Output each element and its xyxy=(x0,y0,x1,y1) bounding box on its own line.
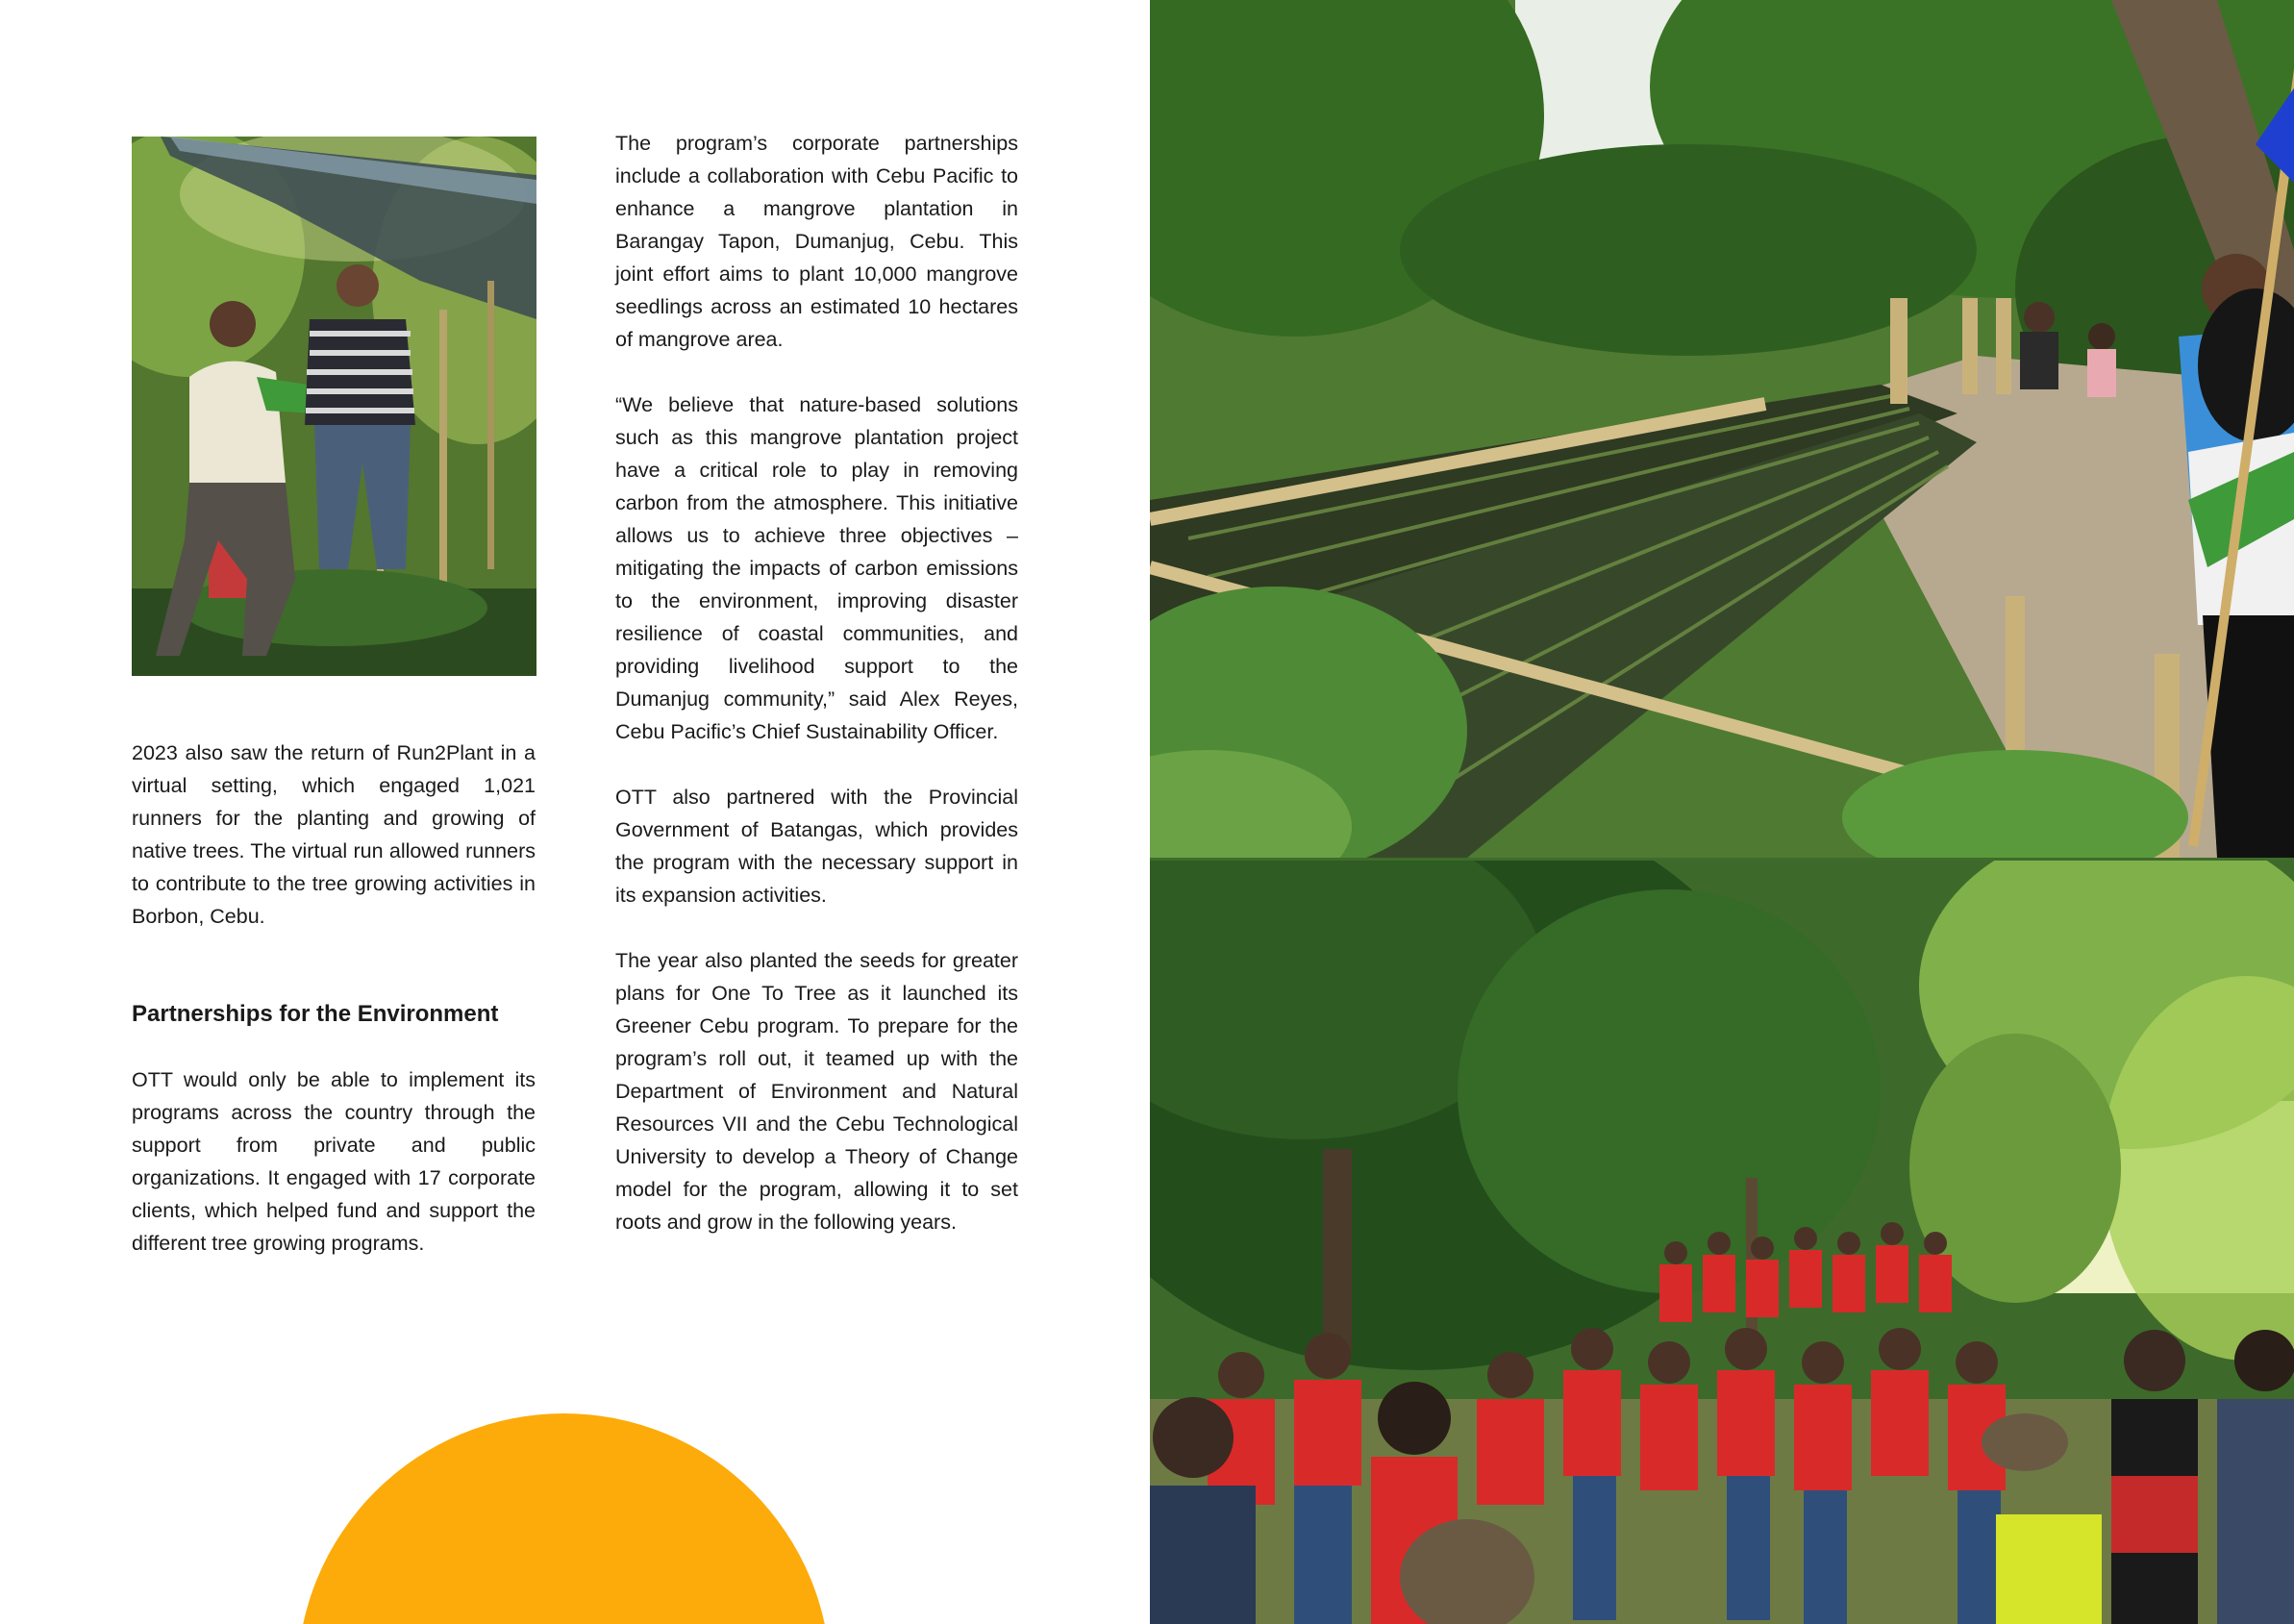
batangas-paragraph: OTT also partnered with the Provincial Government of Batangas, which provides the program with the necessary support in its expansion activities. xyxy=(615,786,1018,907)
quote-paragraph: “We believe that nature-based solutions such as this mangrove plantation project have a critical role to play in removing carbon from the atmosphere. This initiative allows us to achieve three objectives – mitigating the impacts of carbon emissions to the environment, improving disaster resilience of coastal communities, and providing livelihood support to the Dumanjug community,” said Alex Reyes, Cebu Pacific’s Chief Sustainability Officer. xyxy=(615,393,1018,743)
right-column-text xyxy=(615,127,1018,1271)
volunteer-group-photo xyxy=(1150,861,2294,1624)
run2plant-paragraph: 2023 also saw the return of Run2Plant in a virtual setting, which engaged 1,021 runners for the planting and growing of native trees. The virtual run allowed runners to contribute to the tree growing activities in Borbon, Cebu. xyxy=(132,741,536,928)
nursery-volunteers-photo xyxy=(132,137,536,676)
left-column-text-after-heading xyxy=(132,1063,536,1292)
cebu-pacific-paragraph: The program’s corporate partnerships include a collaboration with Cebu Pacific to enhance a mangrove plantation in Barangay Tapon, Dumanjug, Cebu. This joint effort aims to plant 10,000 mangrove seedlings across an estimated 10 hectares of mangrove area. xyxy=(615,132,1018,351)
orange-half-circle-decoration xyxy=(297,1413,831,1624)
right-page-photos xyxy=(1150,0,2294,1624)
volunteer-group-image xyxy=(1150,861,2294,1624)
mangrove-nursery-image xyxy=(1150,0,2294,858)
nursery-volunteers-image xyxy=(132,137,536,676)
section-heading: Partnerships for the Environment xyxy=(132,1001,499,1027)
corporate-clients-paragraph: OTT would only be able to implement its programs across the country through the support from private and public organizations. It engaged with 17 corporate clients, which helped fund and support the different tree growing programs. xyxy=(132,1068,536,1255)
left-column-text xyxy=(132,737,536,965)
greener-cebu-paragraph: The year also planted the seeds for greater plans for One To Tree as it launched its Greener Cebu program. To prepare for the program’s roll out, it teamed up with the Department of Environment and Natural Resources VII and the Cebu Technological University to develop a Theory of Change model for the program, allowing it to set roots and grow in the following years. xyxy=(615,949,1018,1234)
mangrove-nursery-photo xyxy=(1150,0,2294,858)
